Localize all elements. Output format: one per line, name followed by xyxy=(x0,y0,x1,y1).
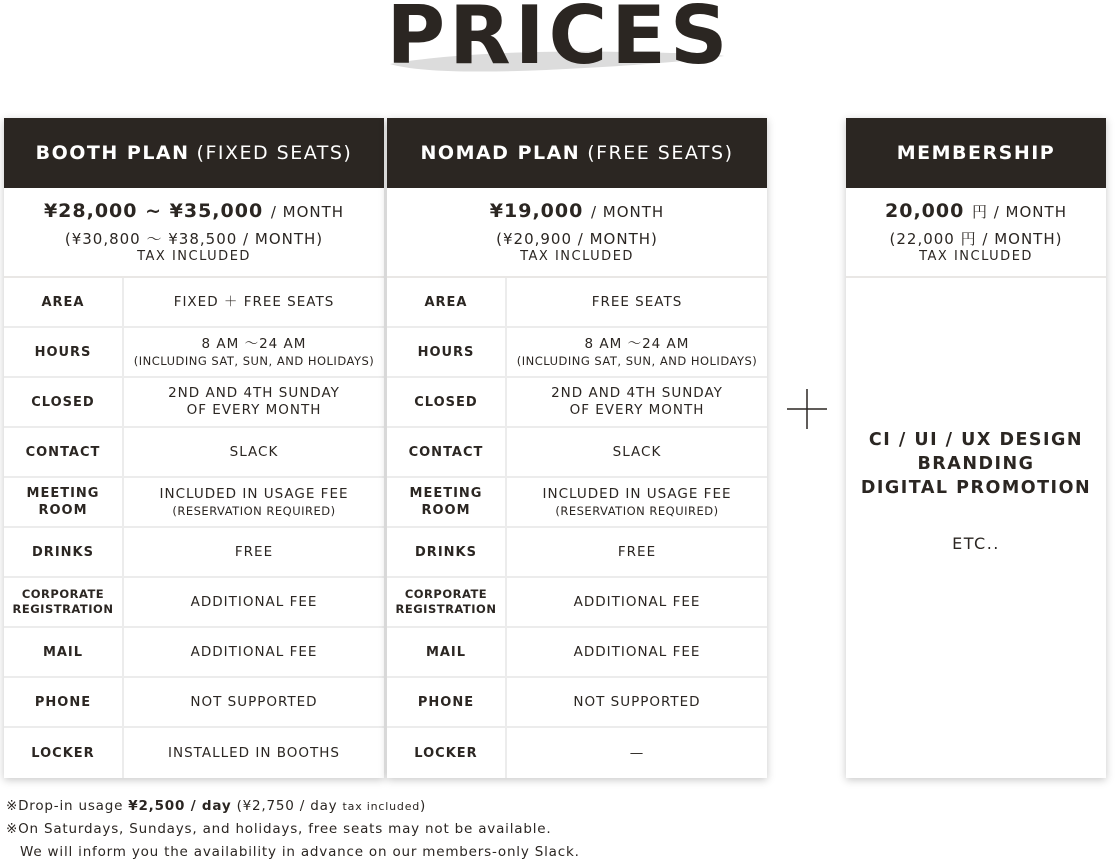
row-value-sub: (INCLUDING SAT, SUN, AND HOLIDAYS) xyxy=(516,353,758,368)
plus-icon xyxy=(787,389,827,429)
row-value-main: SLACK xyxy=(229,443,279,460)
table-row xyxy=(387,728,767,778)
row-value xyxy=(124,528,384,576)
booth-plan-card xyxy=(4,118,384,778)
membership-body xyxy=(846,278,1106,553)
row-value xyxy=(507,328,767,376)
membership-tax-note: TAX INCLUDED xyxy=(919,249,1033,264)
row-label: CONTACT xyxy=(387,428,507,476)
nomad-price-tax: (¥20,900 / MONTH) xyxy=(496,230,658,248)
membership-price-unit: 円 / MONTH xyxy=(971,203,1067,221)
footnote-weekend: ※On Saturdays, Sundays, and holidays, free seats may not be available. xyxy=(6,821,552,837)
table-row xyxy=(387,278,767,328)
membership-price: 20,000 xyxy=(885,200,965,222)
row-value-main: 2ND AND 4TH SUNDAY xyxy=(168,385,340,401)
membership-card xyxy=(846,118,1106,778)
row-value xyxy=(507,728,767,778)
row-value-main: INSTALLED IN BOOTHS xyxy=(168,744,340,761)
nomad-tax-note: TAX INCLUDED xyxy=(520,249,634,264)
row-value-main: INCLUDED IN USAGE FEE xyxy=(542,485,732,502)
row-label: PHONE xyxy=(4,678,124,726)
membership-service-item: BRANDING xyxy=(917,454,1035,474)
row-value-main: — xyxy=(629,744,645,761)
footnote-dropin xyxy=(6,795,580,818)
row-value xyxy=(124,628,384,676)
row-label: LOCKER xyxy=(387,728,507,778)
footnote-slack: We will inform you the availability in advance on our members-only Slack. xyxy=(20,844,580,860)
footnotes xyxy=(6,795,580,864)
row-value-main: FREE xyxy=(617,543,657,560)
membership-service-item: DIGITAL PROMOTION xyxy=(860,478,1092,498)
row-value xyxy=(124,328,384,376)
membership-service-item: CI / UI / UX DESIGN xyxy=(868,430,1084,450)
row-label: HOURS xyxy=(387,328,507,376)
row-value-main: NOT SUPPORTED xyxy=(190,693,318,710)
table-row xyxy=(4,478,384,528)
table-row xyxy=(4,528,384,578)
row-label: AREA xyxy=(387,278,507,326)
row-value-sub: OF EVERY MONTH xyxy=(186,402,322,418)
table-row xyxy=(387,628,767,678)
row-value xyxy=(507,478,767,526)
row-value xyxy=(124,378,384,426)
nomad-price-unit: / MONTH xyxy=(590,203,665,221)
row-label: HOURS xyxy=(4,328,124,376)
table-row xyxy=(387,578,767,628)
table-row xyxy=(387,328,767,378)
booth-plan-subtitle: (FIXED SEATS) xyxy=(196,142,353,164)
row-label: AREA xyxy=(4,278,124,326)
row-value-main: ADDITIONAL FEE xyxy=(190,593,318,610)
booth-feature-table xyxy=(4,278,384,778)
footnote-tax-note: tax included xyxy=(342,800,421,813)
membership-etc: ETC.. xyxy=(952,534,1000,553)
table-row xyxy=(4,628,384,678)
membership-services xyxy=(846,428,1106,500)
row-value-sub: OF EVERY MONTH xyxy=(569,402,705,418)
row-label: MAIL xyxy=(387,628,507,676)
row-value-main: 8 AM 〜24 AM xyxy=(584,335,690,352)
row-value-main: INCLUDED IN USAGE FEE xyxy=(159,485,349,502)
row-value-main: ADDITIONAL FEE xyxy=(573,643,701,660)
row-label: DRINKS xyxy=(4,528,124,576)
booth-tax-note: TAX INCLUDED xyxy=(137,249,251,264)
nomad-feature-table xyxy=(387,278,767,778)
row-value xyxy=(124,278,384,326)
row-value xyxy=(507,628,767,676)
booth-plan-title: BOOTH PLAN xyxy=(35,142,190,164)
row-value-sub: (RESERVATION REQUIRED) xyxy=(172,503,336,518)
table-row xyxy=(4,428,384,478)
membership-title: MEMBERSHIP xyxy=(896,142,1056,164)
nomad-price: ¥19,000 xyxy=(489,200,584,222)
row-value-sub: (INCLUDING SAT, SUN, AND HOLIDAYS) xyxy=(133,353,375,368)
row-value xyxy=(507,678,767,726)
row-value-main: 8 AM 〜24 AM xyxy=(201,335,307,352)
table-row xyxy=(387,478,767,528)
table-row xyxy=(4,278,384,328)
row-value-main: 2ND AND 4TH SUNDAY xyxy=(551,385,723,401)
booth-price-tax: (¥30,800 〜 ¥38,500 / MONTH) xyxy=(64,230,324,248)
row-label: DRINKS xyxy=(387,528,507,576)
nomad-plan-header xyxy=(387,118,767,188)
membership-price-tax: (22,000 円 / MONTH) xyxy=(889,230,1063,248)
row-value xyxy=(507,378,767,426)
table-row xyxy=(4,578,384,628)
nomad-price-box xyxy=(387,188,767,278)
row-value xyxy=(507,278,767,326)
page-title: PRICES xyxy=(386,0,732,82)
row-value-main: FIXED ＋ FREE SEATS xyxy=(173,293,335,310)
row-value-main: FREE xyxy=(234,543,274,560)
nomad-plan-subtitle: (FREE SEATS) xyxy=(587,142,734,164)
footnote-text: ※Drop-in usage xyxy=(6,798,129,814)
row-value xyxy=(507,428,767,476)
table-row xyxy=(387,428,767,478)
dropin-price: ¥2,500 / day xyxy=(128,798,232,814)
membership-header xyxy=(846,118,1106,188)
row-label: MEETING ROOM xyxy=(4,478,124,526)
row-label: MEETING ROOM xyxy=(387,478,507,526)
booth-price: ¥28,000 ~ ¥35,000 xyxy=(43,200,264,222)
booth-plan-header xyxy=(4,118,384,188)
nomad-plan-title: NOMAD PLAN xyxy=(420,142,581,164)
row-label: CLOSED xyxy=(4,378,124,426)
table-row xyxy=(387,528,767,578)
table-row xyxy=(387,678,767,728)
row-value xyxy=(124,728,384,778)
row-label: CLOSED xyxy=(387,378,507,426)
row-value-main: ADDITIONAL FEE xyxy=(190,643,318,660)
table-row xyxy=(387,378,767,428)
row-label: MAIL xyxy=(4,628,124,676)
table-row xyxy=(4,328,384,378)
row-value-main: FREE SEATS xyxy=(591,293,683,310)
row-label: CORPORATE REGISTRATION xyxy=(387,578,507,626)
table-row xyxy=(4,678,384,728)
row-value xyxy=(124,478,384,526)
row-label: CORPORATE REGISTRATION xyxy=(4,578,124,626)
row-value-main: ADDITIONAL FEE xyxy=(573,593,701,610)
row-label: LOCKER xyxy=(4,728,124,778)
row-value xyxy=(124,578,384,626)
booth-price-box xyxy=(4,188,384,278)
row-value-main: NOT SUPPORTED xyxy=(573,693,701,710)
table-row xyxy=(4,378,384,428)
row-label: CONTACT xyxy=(4,428,124,476)
row-value xyxy=(507,528,767,576)
row-value xyxy=(124,678,384,726)
nomad-plan-card xyxy=(387,118,767,778)
row-value xyxy=(507,578,767,626)
row-label: PHONE xyxy=(387,678,507,726)
footnote-text: ) xyxy=(420,798,427,814)
row-value xyxy=(124,428,384,476)
footnote-text: (¥2,750 / day xyxy=(231,798,343,814)
membership-price-box xyxy=(846,188,1106,278)
booth-price-unit: / MONTH xyxy=(270,203,345,221)
row-value-sub: (RESERVATION REQUIRED) xyxy=(555,503,719,518)
row-value-main: SLACK xyxy=(612,443,662,460)
table-row xyxy=(4,728,384,778)
